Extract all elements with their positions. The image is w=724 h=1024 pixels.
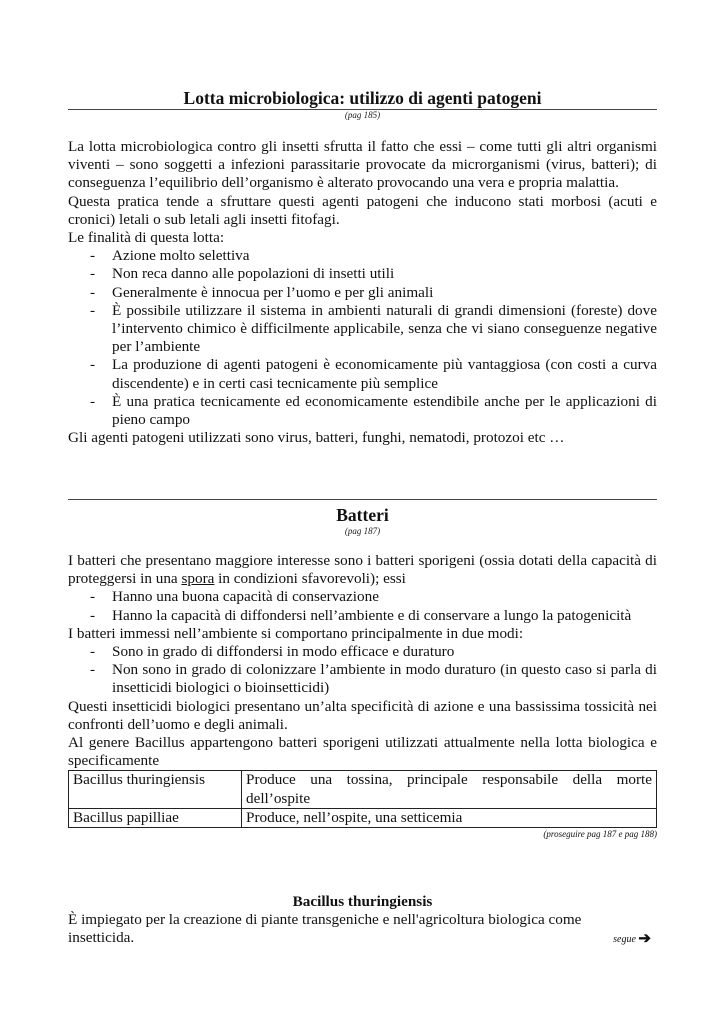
right-arrow-icon: ➔ xyxy=(638,931,651,948)
list-item: - Sono in grado di diffondersi in modo efficace e duraturo xyxy=(90,643,455,661)
paragraph: I batteri che presentano maggiore interesse sono i batteri sporigeni (ossia dotati della capacità di proteggersi in una spora in condizioni sfavorevoli); essi xyxy=(68,552,657,588)
finalita-list xyxy=(68,247,657,429)
paragraph: È impiegato per la creazione di piante transgeniche e nell'agricoltura biologica come xyxy=(68,911,582,928)
subsection-title: Bacillus thuringiensis xyxy=(292,893,433,910)
section-batteri-body xyxy=(68,552,657,840)
paragraph: Le finalità di questa lotta: xyxy=(68,229,225,247)
batteri-list xyxy=(68,588,657,624)
list-item: - È una pratica tecnicamente ed economicamente estendibile anche per le applicazioni di pieno campo xyxy=(90,392,657,429)
table-row xyxy=(69,771,657,808)
paragraph: La lotta microbiologica contro gli insetti sfrutta il fatto che essi – come tutti gli altri organismi viventi – sono soggetti a infezioni parassitarie provocate da microrganismi (virus, batteri); di conseguenza l’equilibrio dell’organismo è alterato provocando una vera e propria malattia. xyxy=(68,138,657,192)
section-bacillus-thuringiensis xyxy=(68,893,657,947)
section-lotta-microbiologica xyxy=(68,87,657,121)
list-item: - È possibile utilizzare il sistema in ambienti naturali di grandi dimensioni (foreste) dove l’intervento chimico è difficilmente applicabile, senza che vi siano conseguenze negative per l’ambiente xyxy=(90,301,657,356)
table-cell: Bacillus thuringiensis xyxy=(69,771,242,808)
paragraph: Gli agenti patogeni utilizzati sono virus, batteri, funghi, nematodi, protozoi etc … xyxy=(68,429,565,447)
segue-indicator: segue ➔ xyxy=(613,931,651,948)
table-cell: Bacillus papilliae xyxy=(69,808,242,827)
list-item: - Generalmente è innocua per l’uomo e per gli animali xyxy=(90,283,434,301)
section-title: Lotta microbiologica: utilizzo di agenti patogeni xyxy=(183,88,542,108)
continuation-note: (proseguire pag 187 e pag 188) xyxy=(543,829,657,840)
page-reference: (pag 185) xyxy=(344,110,381,120)
comportamento-list xyxy=(68,643,657,698)
list-item: - Hanno la capacità di diffondersi nell’ambiente e di conservare a lungo la patogenicità xyxy=(90,606,632,624)
table-cell: Produce una tossina, principale responsabile della morte dell’ospite xyxy=(242,771,657,808)
section-batteri xyxy=(68,499,657,537)
table-row xyxy=(69,808,657,827)
table-cell: Produce, nell’ospite, una setticemia xyxy=(242,808,657,827)
list-item: - Non sono in grado di colonizzare l’ambiente in modo duraturo (in questo caso si parla di insetticidi biologici o bioinsetticidi) xyxy=(90,661,657,697)
section-title: Batteri xyxy=(336,505,389,525)
paragraph: I batteri immessi nell’ambiente si comportano principalmente in due modi: xyxy=(68,624,524,642)
last-line: insetticida. segue ➔ xyxy=(68,929,657,947)
list-item: - Hanno una buona capacità di conservazione xyxy=(90,588,379,606)
page-reference: (pag 187) xyxy=(344,526,381,536)
section-rule xyxy=(68,499,657,500)
paragraph: Al genere Bacillus appartengono batteri sporigeni utilizzati attualmente nella lotta biologica e specificamente xyxy=(68,734,657,770)
underlined-term: spora xyxy=(181,570,215,588)
list-item: - La produzione di agenti patogeni è economicamente più vantaggiosa (con costi a curva discendente) e in certi casi tecnicamente più semplice xyxy=(90,356,657,392)
section-lotta-body xyxy=(68,138,657,447)
list-item: - Non reca danno alle popolazioni di insetti utili xyxy=(90,265,395,283)
list-item: - Azione molto selettiva xyxy=(90,247,250,265)
paragraph: Questa pratica tende a sfruttare questi agenti patogeni che inducono stati morbosi (acuti e cronici) letali o sub letali agli insetti fitofagi. xyxy=(68,192,657,228)
paragraph: Questi insetticidi biologici presentano un’alta specificità di azione e una bassissima tossicità nei confronti dell’uomo e degli animali. xyxy=(68,697,657,733)
bacillus-table xyxy=(68,770,657,828)
